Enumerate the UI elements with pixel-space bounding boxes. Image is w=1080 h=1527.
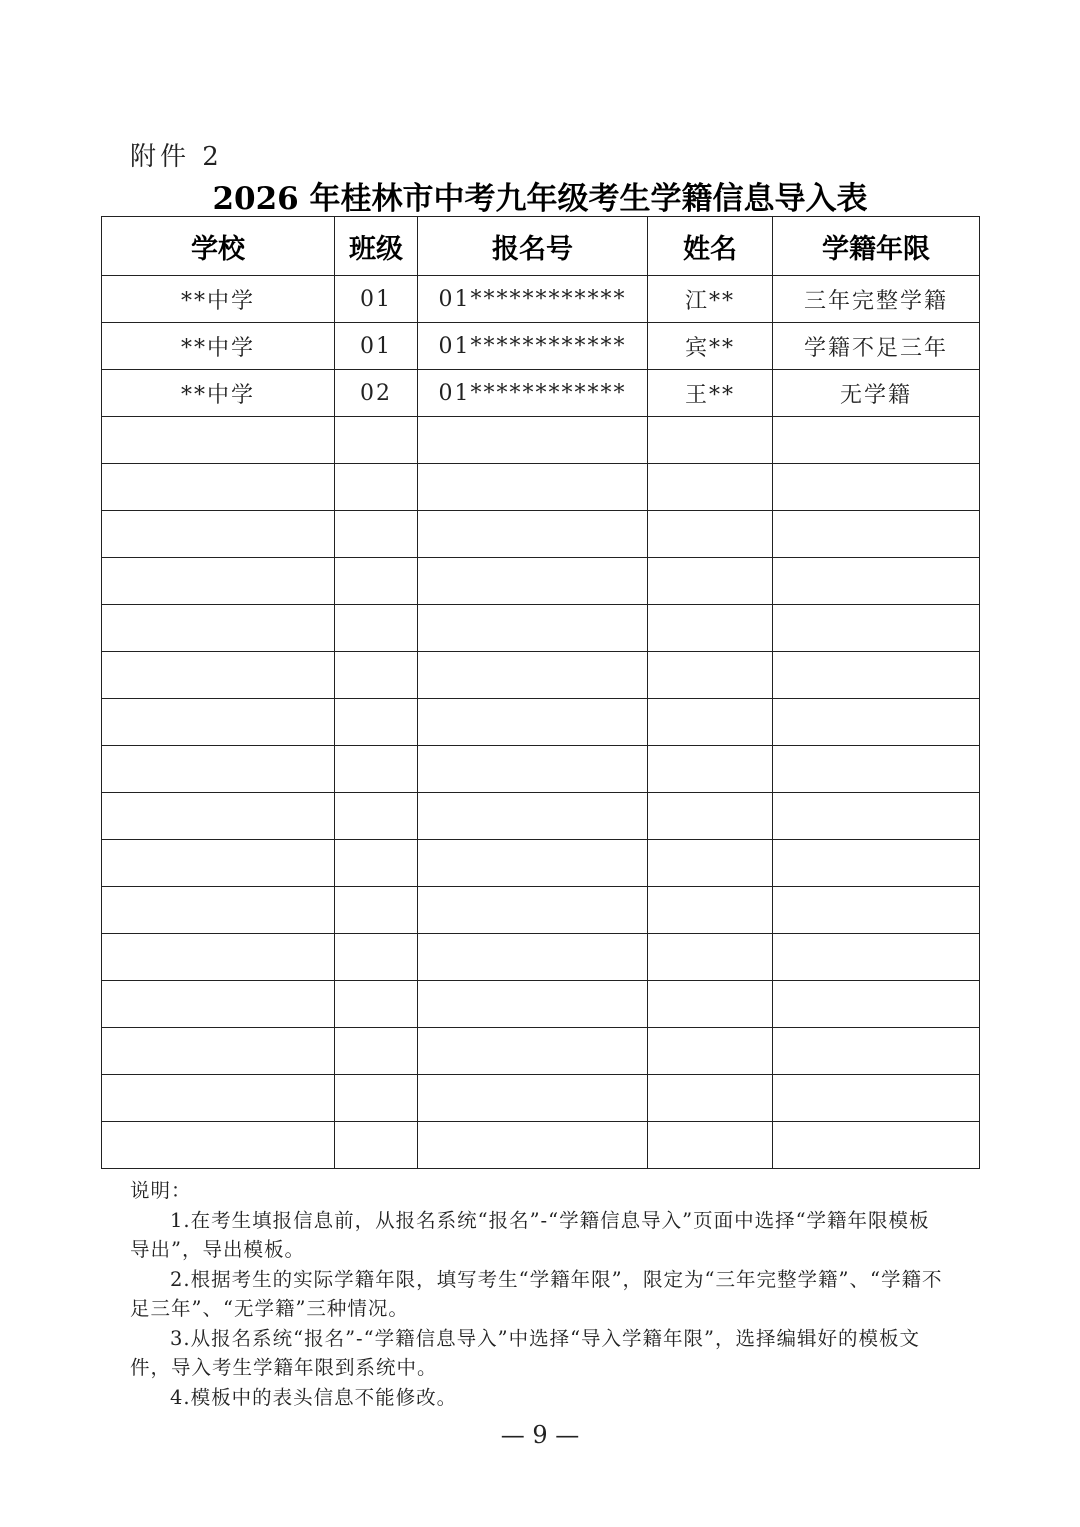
table-row (102, 464, 980, 511)
cell-school (102, 840, 335, 887)
cell-school (102, 699, 335, 746)
column-header-class: 班级 (335, 217, 418, 276)
cell-registration-number (418, 934, 648, 981)
cell-registration-number (418, 1028, 648, 1075)
cell-name (648, 887, 773, 934)
cell-school: **中学 (102, 276, 335, 323)
table-row (102, 793, 980, 840)
cell-enrollment-years: 无学籍 (773, 370, 980, 417)
cell-class (335, 652, 418, 699)
table-row (102, 370, 980, 417)
table-row (102, 652, 980, 699)
table-row (102, 1028, 980, 1075)
cell-class: 01 (335, 323, 418, 370)
attachment-label: 附件 2 (130, 142, 223, 172)
cell-registration-number (418, 746, 648, 793)
cell-school: **中学 (102, 370, 335, 417)
table-row (102, 605, 980, 652)
cell-name (648, 464, 773, 511)
cell-registration-number: 01************ (418, 323, 648, 370)
cell-enrollment-years: 学籍不足三年 (773, 323, 980, 370)
cell-class (335, 1122, 418, 1169)
cell-name (648, 605, 773, 652)
cell-enrollment-years (773, 417, 980, 464)
cell-name: 王** (648, 370, 773, 417)
cell-class (335, 840, 418, 887)
cell-school (102, 1028, 335, 1075)
cell-class (335, 934, 418, 981)
cell-name (648, 1075, 773, 1122)
cell-school: **中学 (102, 323, 335, 370)
cell-registration-number (418, 981, 648, 1028)
cell-registration-number (418, 511, 648, 558)
cell-school (102, 746, 335, 793)
note-item-1: 1.在考生填报信息前，从报名系统“报名”-“学籍信息导入”页面中选择“学籍年限模板导出”，导出模板。 (130, 1208, 930, 1261)
cell-enrollment-years (773, 1075, 980, 1122)
table-row (102, 558, 980, 605)
cell-registration-number (418, 652, 648, 699)
cell-class: 02 (335, 370, 418, 417)
page-number: — 9 — (500, 1421, 580, 1449)
cell-enrollment-years (773, 1028, 980, 1075)
student-record-table (101, 216, 980, 1169)
cell-registration-number (418, 699, 648, 746)
cell-school (102, 464, 335, 511)
cell-registration-number (418, 464, 648, 511)
cell-registration-number (418, 887, 648, 934)
cell-enrollment-years (773, 746, 980, 793)
cell-class (335, 699, 418, 746)
cell-registration-number: 01************ (418, 370, 648, 417)
cell-class (335, 1028, 418, 1075)
table-row (102, 276, 980, 323)
cell-name (648, 652, 773, 699)
cell-enrollment-years (773, 981, 980, 1028)
cell-school (102, 934, 335, 981)
cell-class (335, 793, 418, 840)
column-header-registration-number: 报名号 (418, 217, 648, 276)
cell-name (648, 934, 773, 981)
cell-registration-number (418, 605, 648, 652)
table-row (102, 511, 980, 558)
cell-name (648, 1122, 773, 1169)
table-row (102, 746, 980, 793)
cell-name (648, 793, 773, 840)
cell-enrollment-years (773, 887, 980, 934)
notes-section (130, 1176, 950, 1412)
cell-class (335, 887, 418, 934)
cell-class (335, 417, 418, 464)
cell-class (335, 1075, 418, 1122)
cell-registration-number (418, 1122, 648, 1169)
cell-enrollment-years (773, 511, 980, 558)
cell-name (648, 699, 773, 746)
cell-school (102, 793, 335, 840)
cell-class (335, 746, 418, 793)
cell-name (648, 840, 773, 887)
cell-school (102, 417, 335, 464)
cell-enrollment-years (773, 652, 980, 699)
cell-enrollment-years (773, 793, 980, 840)
cell-class (335, 464, 418, 511)
cell-name (648, 981, 773, 1028)
cell-name: 江** (648, 276, 773, 323)
cell-name: 宾** (648, 323, 773, 370)
table-row (102, 934, 980, 981)
table-row (102, 1075, 980, 1122)
cell-school (102, 511, 335, 558)
table-row (102, 887, 980, 934)
table-row (102, 417, 980, 464)
cell-enrollment-years (773, 558, 980, 605)
table-row (102, 981, 980, 1028)
cell-class: 01 (335, 276, 418, 323)
cell-registration-number (418, 558, 648, 605)
cell-enrollment-years (773, 1122, 980, 1169)
cell-name (648, 746, 773, 793)
note-item-3: 3.从报名系统“报名”-“学籍信息导入”中选择“导入学籍年限”，选择编辑好的模板文件，导入考生学籍年限到系统中。 (130, 1326, 921, 1379)
cell-enrollment-years (773, 605, 980, 652)
cell-registration-number (418, 793, 648, 840)
table-row (102, 840, 980, 887)
table-row (102, 323, 980, 370)
cell-class (335, 981, 418, 1028)
table-header-row (102, 217, 980, 276)
page-title: 2026 年桂林市中考九年级考生学籍信息导入表 (212, 181, 868, 217)
table-row (102, 699, 980, 746)
column-header-enrollment-years: 学籍年限 (773, 217, 980, 276)
cell-registration-number: 01************ (418, 276, 648, 323)
cell-class (335, 605, 418, 652)
cell-enrollment-years: 三年完整学籍 (773, 276, 980, 323)
cell-school (102, 558, 335, 605)
cell-school (102, 652, 335, 699)
cell-school (102, 1075, 335, 1122)
cell-school (102, 605, 335, 652)
cell-enrollment-years (773, 699, 980, 746)
cell-enrollment-years (773, 840, 980, 887)
note-item-4: 4.模板中的表头信息不能修改。 (170, 1385, 458, 1409)
note-item-2: 2.根据考生的实际学籍年限，填写考生“学籍年限”，限定为“三年完整学籍”、“学籍不足三年”、“无学籍”三种情况。 (130, 1267, 943, 1320)
cell-name (648, 1028, 773, 1075)
cell-enrollment-years (773, 934, 980, 981)
cell-name (648, 558, 773, 605)
column-header-name: 姓名 (648, 217, 773, 276)
cell-enrollment-years (773, 464, 980, 511)
cell-name (648, 511, 773, 558)
cell-registration-number (418, 1075, 648, 1122)
column-header-school: 学校 (102, 217, 335, 276)
cell-registration-number (418, 840, 648, 887)
cell-school (102, 981, 335, 1028)
cell-class (335, 558, 418, 605)
cell-school (102, 1122, 335, 1169)
cell-class (335, 511, 418, 558)
cell-registration-number (418, 417, 648, 464)
notes-heading: 说明： (130, 1179, 192, 1202)
table-row (102, 1122, 980, 1169)
cell-name (648, 417, 773, 464)
cell-school (102, 887, 335, 934)
